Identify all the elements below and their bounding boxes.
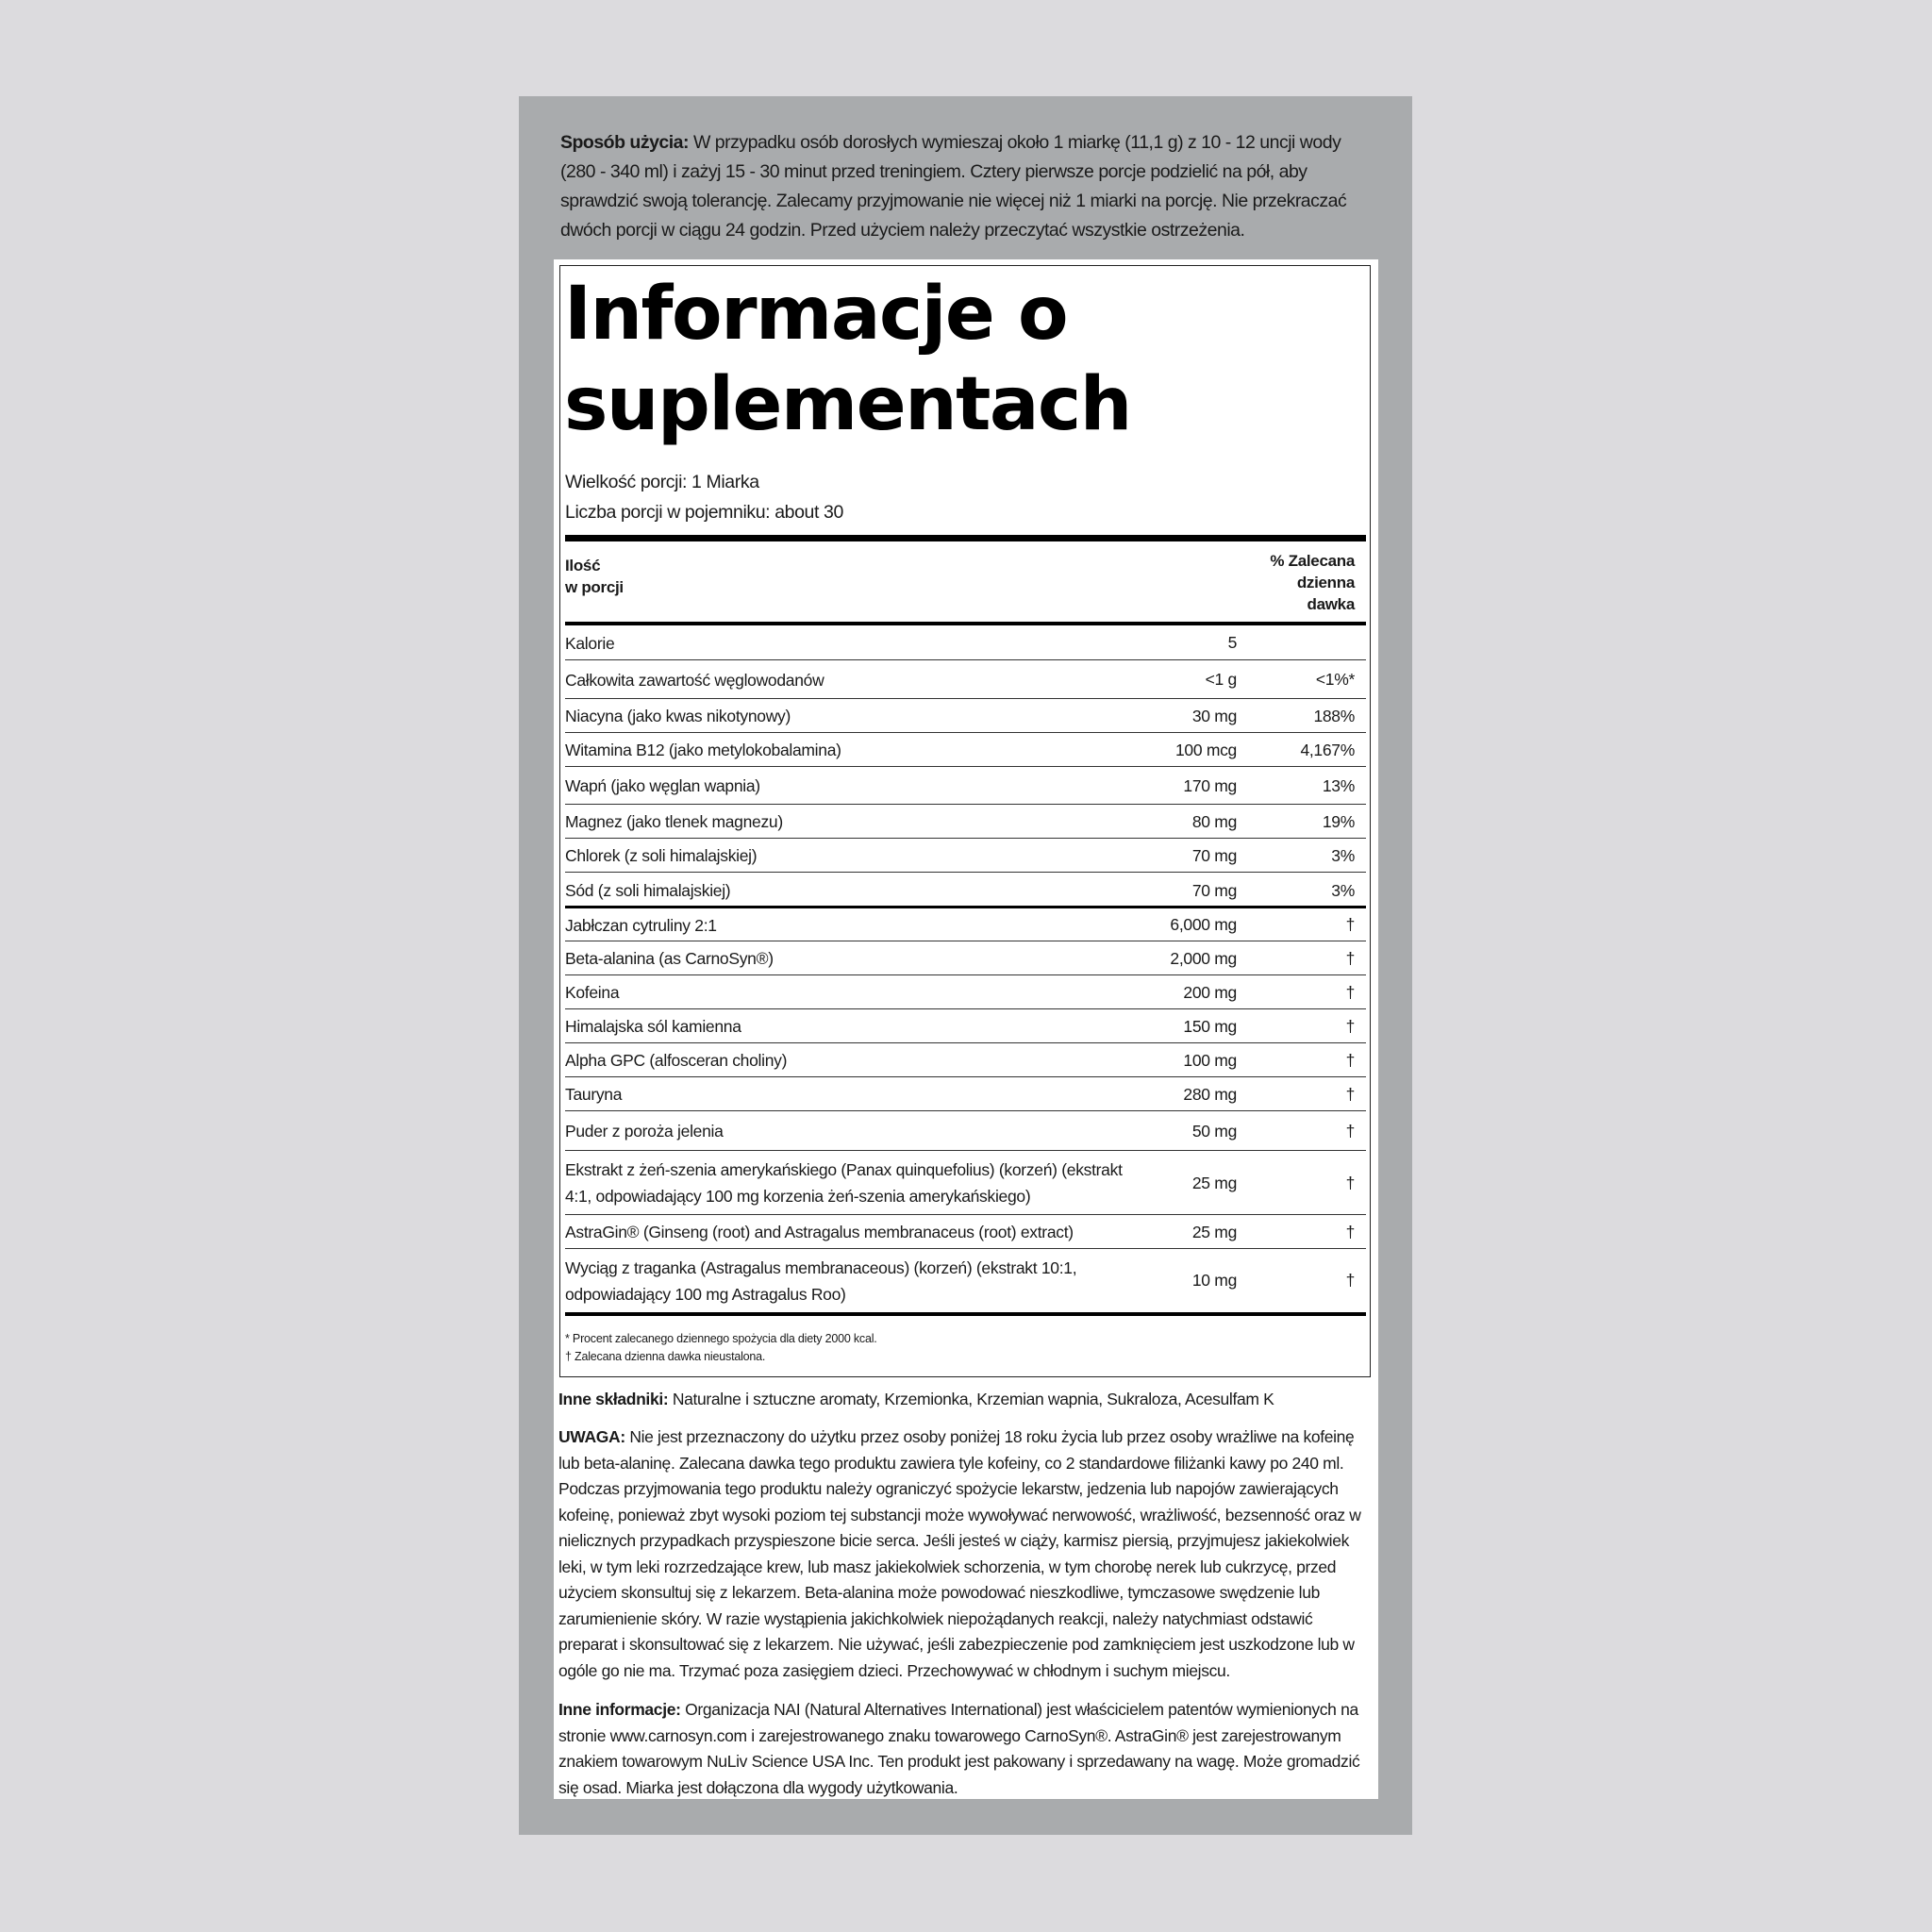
nutrient-amount: 70 mg	[1191, 880, 1237, 900]
thick-rule-bottom	[565, 1312, 1366, 1316]
directions-body: W przypadku osób dorosłych wymieszaj około 1 miarkę (11,1 g) z 10 - 12 uncji wody (280 - 340 ml) i zażyj 15 - 30 minut przed treningiem. Cztery pierwsze porcje podzielić na pół, aby sprawdzić swoją tolerancję. Zalecamy przyjmowanie nie więcej niż 1 miarki na porcję. Nie przekraczać dwóch porcji w ciągu 24 godzin. Przed użyciem należy przeczytać wszystkie ostrzeżenia.	[560, 132, 1347, 241]
footnote-not-established: † Zalecana dzienna dawka nieustalona.	[565, 1350, 766, 1363]
nutrient-name: Beta-alanina (as CarnoSyn®)	[565, 949, 774, 968]
nutrient-daily-value: †	[1345, 1050, 1355, 1070]
header-daily-value: % Zalecana dzienna dawka	[1270, 552, 1355, 613]
nutrient-name: Kalorie	[565, 633, 615, 653]
nutrient-amount: 30 mg	[1191, 706, 1237, 725]
table-row	[565, 1111, 1366, 1151]
nutrient-daily-value	[1263, 625, 1355, 660]
nutrient-name: Sód (z soli himalajskiej)	[565, 881, 731, 900]
nutrient-name: AstraGin® (Ginseng (root) and Astragalus membranaceus (root) extract)	[565, 1223, 1074, 1241]
other-info-text: Organizacja NAI (Natural Alternatives International) jest właścicielem patentów wymienionych na stronie www.carnosyn.com i zarejestrowanego znaku towarowego CarnoSyn®. AstraGin® jest zarejestrowanym znakiem towarowym NuLiv Science USA Inc. Ten produkt jest pakowany i sprzedawany na wagę. Może gromadzić się osad. Miarka jest dołączona dla wygody użytkowania.	[558, 1700, 1360, 1797]
nutrient-name: Tauryna	[565, 1085, 623, 1104]
other-ingredients	[558, 1387, 1375, 1413]
nutrient-name: Magnez (jako tlenek magnezu)	[565, 812, 783, 831]
nutrient-daily-value: †	[1345, 1016, 1355, 1036]
other-ingredients-label: Inne składniki:	[558, 1390, 669, 1408]
nutrient-daily-value: †	[1345, 915, 1355, 934]
nutrient-amount: 25 mg	[1191, 1222, 1237, 1241]
serving-size: Wielkość porcji: 1 Miarka	[565, 472, 759, 492]
nutrient-amount: 100 mcg	[1174, 740, 1237, 759]
nutrient-daily-value: 13%	[1322, 775, 1355, 795]
warning	[558, 1424, 1375, 1684]
nutrient-amount: 200 mg	[1183, 982, 1237, 1002]
nutrient-daily-value: †	[1345, 1121, 1355, 1141]
nutrient-amount: 25 mg	[1191, 1173, 1237, 1192]
nutrient-daily-value: 3%	[1331, 880, 1355, 900]
nutrient-name: Himalajska sól kamienna	[565, 1017, 741, 1036]
table-row	[565, 699, 1366, 733]
nutrient-name: Alpha GPC (alfosceran choliny)	[565, 1051, 788, 1070]
table-row	[565, 1151, 1366, 1215]
nutrient-daily-value: †	[1345, 1084, 1355, 1104]
other-info	[558, 1697, 1375, 1801]
table-row	[565, 805, 1366, 839]
table-row	[565, 1249, 1366, 1312]
table-row	[565, 873, 1366, 908]
footnotes	[565, 1330, 877, 1366]
nutrient-name: Jabłczan cytruliny 2:1	[565, 915, 717, 935]
nutrient-daily-value: †	[1345, 1173, 1355, 1192]
warning-text: Nie jest przeznaczony do użytku przez osoby poniżej 18 roku życia lub przez osoby wrażliwe na kofeinę lub beta-alaninę. Zalecana dawka tego produktu zawiera tyle kofeiny, co 2 standardowe filiżanki kawy po 240 ml. Podczas przyjmowania tego produktu należy ograniczyć spożycie lekarstw, jedzenia lub napojów zawierających kofeinę, ponieważ zbyt wysoki poziom tej substancji może wywoływać nerwowość, wrażliwość, bezsenność oraz w nielicznych przypadkach przyspieszone bicie serca. Jeśli jesteś w ciąży, karmisz piersią, przyjmujesz jakiekolwiek leki, w tym leki rozrzedzające krew, lub masz jakiekolwiek schorzenia, w tym chorobę nerek lub cukrzycę, przed użyciem skonsultuj się z lekarzem. Beta-alanina może powodować nieszkodliwe, tymczasowe swędzenie lub zarumienienie skóry. W razie wystąpienia jakichkolwiek niepożądanych reakcji, należy natychmiast odstawić preparat i skonsultować się z lekarzem. Nie używać, jeśli zabezpieczenie pod zamknięciem jest uszkodzone lub w ogóle go nie ma. Trzymać poza zasięgiem dzieci. Przechowywać w chłodnym i suchym miejscu.	[558, 1427, 1361, 1680]
footnote-daily-value: * Procent zalecanego dziennego spożycia dla diety 2000 kcal.	[565, 1332, 877, 1345]
header-amount-per-serving: Ilość w porcji	[565, 557, 624, 596]
nutrient-daily-value: 188%	[1313, 706, 1355, 725]
nutrient-name: Całkowita zawartość węglowodanów	[565, 670, 824, 690]
nutrient-daily-value: †	[1345, 982, 1355, 1002]
table-row	[565, 1009, 1366, 1043]
nutrient-daily-value: <1%*	[1315, 670, 1355, 689]
nutrient-name: Chlorek (z soli himalajskiej)	[565, 846, 758, 865]
nutrient-amount: 280 mg	[1183, 1084, 1237, 1104]
nutrient-amount: 70 mg	[1191, 845, 1237, 865]
table-row	[565, 1043, 1366, 1077]
servings-per-container: Liczba porcji w pojemniku: about 30	[565, 502, 843, 523]
table-row	[565, 975, 1366, 1009]
nutrient-amount: 2,000 mg	[1170, 948, 1237, 968]
table-row	[565, 625, 1366, 660]
table-row	[565, 1077, 1366, 1111]
nutrient-name: Wyciąg z traganka (Astragalus membranaceous) (korzeń) (ekstrakt 10:1, odpowiadający 100 mg Astragalus Roo)	[565, 1257, 1077, 1304]
other-info-label: Inne informacje:	[558, 1700, 681, 1719]
nutrient-amount: 6,000 mg	[1170, 915, 1237, 934]
other-ingredients-text: Naturalne i sztuczne aromaty, Krzemionka, Krzemian wapnia, Sukraloza, Acesulfam K	[668, 1390, 1274, 1408]
nutrient-amount: 150 mg	[1183, 1016, 1237, 1036]
nutrient-amount: 80 mg	[1191, 811, 1237, 831]
thick-rule-top	[565, 535, 1366, 541]
nutrient-daily-value: †	[1345, 1222, 1355, 1241]
nutrient-amount: <1 g	[1205, 670, 1237, 689]
nutrient-daily-value: 4,167%	[1300, 740, 1355, 759]
nutrient-amount: 170 mg	[1183, 775, 1237, 795]
nutrient-amount: 10 mg	[1191, 1271, 1237, 1290]
table-row	[565, 941, 1366, 975]
table-row	[565, 908, 1366, 941]
nutrient-daily-value: †	[1345, 1271, 1355, 1290]
nutrient-name: Kofeina	[565, 983, 620, 1002]
nutrient-daily-value: 19%	[1322, 811, 1355, 831]
nutrient-name: Wapń (jako węglan wapnia)	[565, 776, 760, 795]
table-row	[565, 660, 1366, 699]
table-row	[565, 839, 1366, 873]
table-row	[565, 733, 1366, 767]
warning-label: UWAGA:	[558, 1427, 625, 1446]
nutrient-name: Ekstrakt z żeń-szenia amerykańskiego (Panax quinquefolius) (korzeń) (ekstrakt 4:1, odpowiadający 100 mg korzenia żeń-szenia amerykańskiego)	[565, 1160, 1123, 1206]
nutrient-name: Niacyna (jako kwas nikotynowy)	[565, 707, 791, 725]
directions-label: Sposób użycia:	[560, 132, 690, 153]
table-row	[565, 1215, 1366, 1249]
nutrient-name: Witamina B12 (jako metylokobalamina)	[565, 741, 841, 759]
nutrient-name: Puder z poroża jelenia	[565, 1122, 724, 1141]
nutrient-amount: 5	[1227, 633, 1237, 652]
directions-text	[560, 128, 1372, 245]
table-row	[565, 767, 1366, 805]
nutrient-daily-value: †	[1345, 948, 1355, 968]
nutrient-amount: 50 mg	[1191, 1121, 1237, 1141]
nutrient-amount: 100 mg	[1183, 1050, 1237, 1070]
nutrient-daily-value: 3%	[1331, 845, 1355, 865]
facts-title: Informacje o suplementach	[564, 272, 1131, 447]
